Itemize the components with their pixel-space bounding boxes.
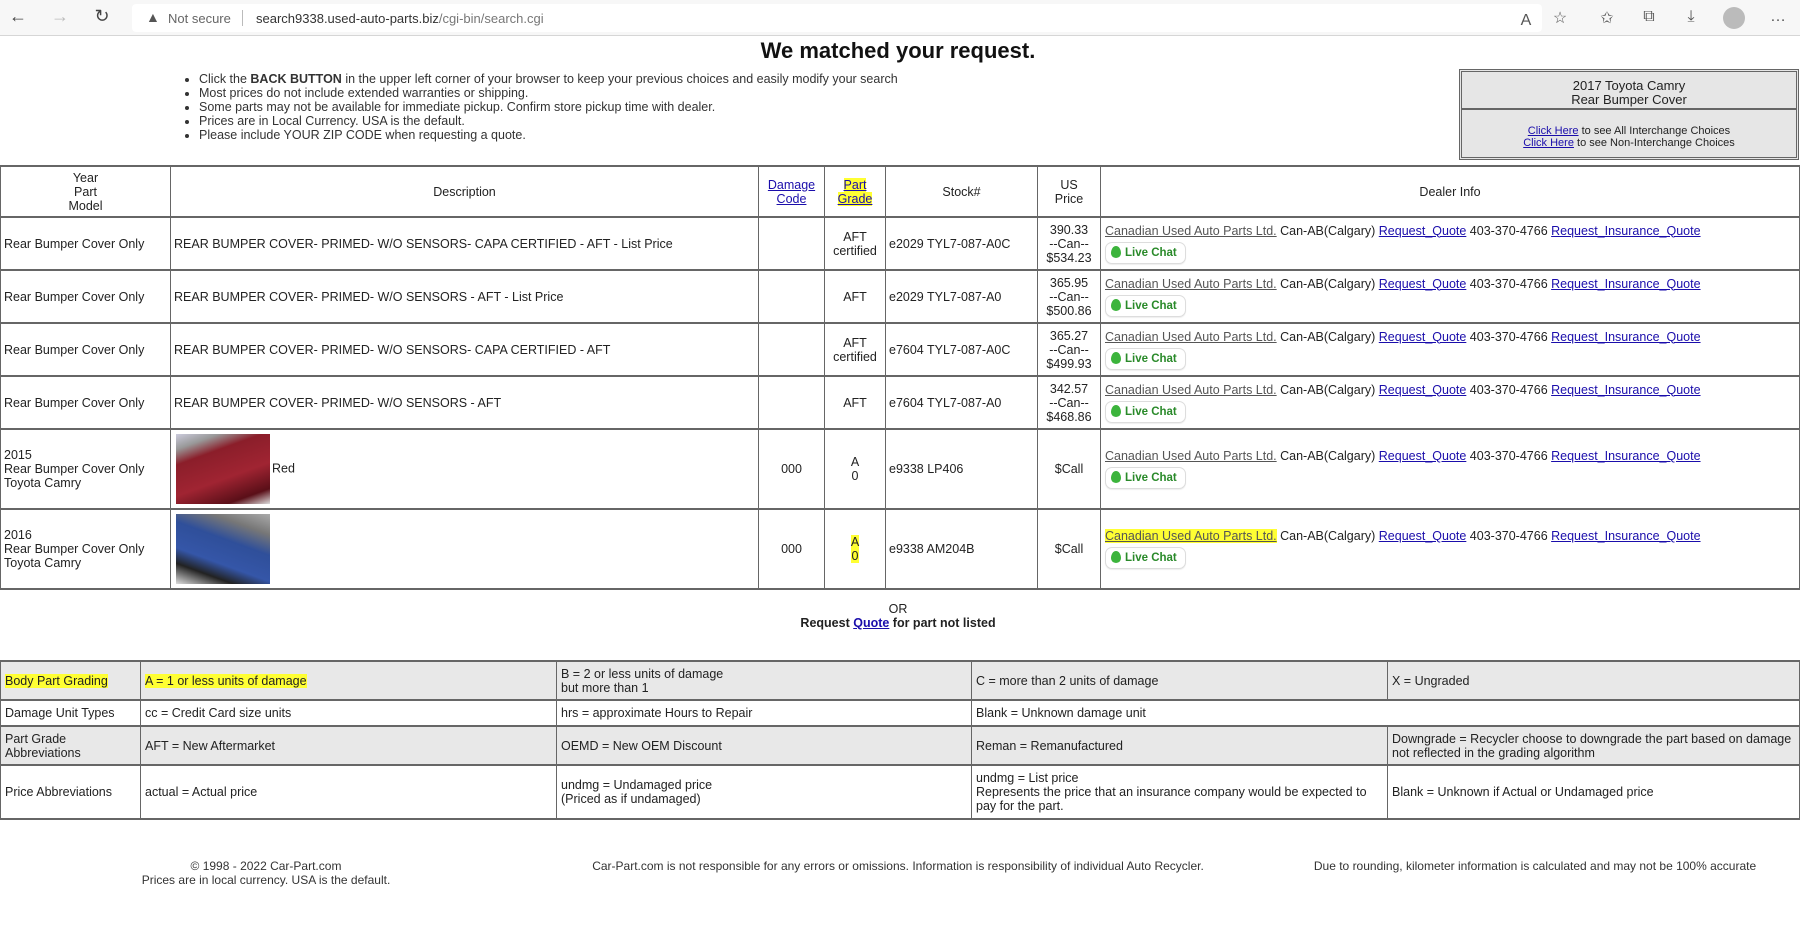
price-cell [1038, 509, 1101, 589]
legend-label-text: Damage Unit Types [5, 706, 115, 720]
live-chat-button[interactable] [1105, 295, 1186, 317]
price-line: 342.57 [1049, 381, 1089, 396]
dealer-info-cell [1101, 323, 1800, 376]
dealer-info-cell [1101, 509, 1800, 589]
legend-cell [557, 661, 972, 700]
ypm-line: Toyota Camry [4, 476, 82, 490]
note-text: Click the [199, 72, 251, 86]
request-text: Request [800, 616, 854, 630]
footer-disclaimer: Car-Part.com is not responsible for any errors or omissions. Information is responsibility of individual Auto Recycler. [592, 859, 1204, 873]
footer-rounding: Due to rounding, kilometer information is calculated and may not be 100% accurate [1313, 859, 1757, 873]
description-cell [171, 509, 759, 589]
legend-label [1, 726, 141, 765]
legend-cell [1388, 765, 1800, 819]
part-photo[interactable] [176, 434, 270, 504]
legend-cell [141, 661, 557, 700]
url-host: search9338.used-auto-parts.biz [256, 11, 439, 26]
dealer-info-cell [1101, 429, 1800, 509]
legend-cell [1388, 726, 1800, 765]
dealer-info-cell [1101, 217, 1800, 270]
legend-cell-text: C = more than 2 units of damage [976, 673, 1159, 688]
header-description: Description [171, 166, 759, 217]
address-bar[interactable] [132, 4, 1542, 32]
legend-cell-text: actual = Actual price [145, 785, 258, 799]
grade-line: 0 [851, 549, 859, 563]
chat-bubble-icon [1111, 352, 1121, 364]
grade-line: certified [833, 243, 877, 258]
table-row [1, 270, 1800, 323]
note-item [199, 86, 898, 100]
legend-cell-text: undmg = Undamaged price (Priced as if undamaged) [561, 778, 713, 806]
price-line: $Call [1054, 462, 1084, 476]
divider [242, 10, 243, 26]
legend-row [1, 726, 1800, 765]
price-line: $Call [1054, 542, 1084, 556]
legend-cell [557, 726, 972, 765]
price-line: 390.33 [1049, 222, 1089, 237]
grade-line: AFT [843, 395, 867, 410]
request-insurance-quote-link[interactable]: Request_Insurance_Quote [1551, 449, 1701, 463]
stock-cell: e7604 TYL7-087-A0C [886, 323, 1038, 376]
note-text: Most prices do not include extended warranties or shipping. [199, 86, 529, 100]
legend-label [1, 661, 141, 700]
results-table [0, 165, 1800, 590]
header-row [1, 166, 1800, 217]
stock-cell: e2029 TYL7-087-A0 [886, 270, 1038, 323]
damage-code-cell [759, 376, 825, 429]
live-chat-button[interactable] [1105, 348, 1186, 370]
price-cell [1038, 270, 1101, 323]
note-item [199, 114, 898, 128]
dealer-phone: 403-370-4766 [1466, 329, 1552, 344]
price-line: $534.23 [1046, 250, 1092, 265]
forward-icon[interactable]: → [51, 6, 69, 26]
warning-icon: ▲ [146, 9, 160, 25]
request-insurance-quote-link[interactable]: Request_Insurance_Quote [1551, 276, 1701, 291]
year-part-model-cell [1, 270, 171, 323]
add-favorite-icon[interactable]: ☆ [1552, 10, 1568, 27]
part-grade-cell [825, 217, 886, 270]
dealer-name-link[interactable]: Canadian Used Auto Parts Ltd. [1105, 382, 1277, 397]
grade-line: AFT [843, 229, 867, 244]
grade-line: A [850, 455, 860, 469]
url-path: /cgi-bin/search.cgi [438, 11, 544, 26]
legend-cell-text: hrs = approximate Hours to Repair [561, 706, 753, 720]
note-text: Prices are in Local Currency. USA is the default. [199, 114, 465, 128]
dealer-info-cell [1101, 270, 1800, 323]
request-quote-link[interactable]: Request_Quote [1378, 382, 1467, 397]
note-bold: BACK BUTTON [250, 72, 342, 86]
price-line: $500.86 [1046, 303, 1092, 318]
description-text: REAR BUMPER COVER- PRIMED- W/O SENSORS- CAPA CERTIFIED - AFT - List Price [174, 236, 673, 251]
live-chat-label: Live Chat [1125, 299, 1177, 312]
request-quote-link[interactable]: Request_Quote [1378, 449, 1467, 463]
request-quote-block [0, 602, 1796, 630]
vehicle-summary-box [1459, 69, 1799, 160]
legend-cell-text: cc = Credit Card size units [145, 706, 292, 720]
legend-cell-text: Blank = Unknown if Actual or Undamaged price [1392, 785, 1654, 799]
or-label: OR [888, 602, 908, 616]
damage-code-cell [759, 270, 825, 323]
grade-value [851, 455, 859, 483]
legend-row [1, 661, 1800, 700]
legend-cell [972, 726, 1388, 765]
ypm-line: Rear Bumper Cover Only [4, 395, 145, 410]
reload-icon[interactable]: ↻ [94, 6, 110, 26]
damage-code-cell: 000 [759, 429, 825, 509]
year-part-model-cell [1, 376, 171, 429]
live-chat-button[interactable] [1105, 242, 1186, 264]
legend-cell-text: Downgrade = Recycler choose to downgrade the part based on damage not reflected in the grading algorithm [1392, 731, 1792, 760]
year-part-model-cell [1, 323, 171, 376]
price-line: --Can-- [1049, 236, 1089, 251]
collections-icon[interactable]: ⧉ [1643, 8, 1655, 25]
note-text-suffix: in the upper left corner of your browser to keep your previous choices and easily modify your search [341, 72, 898, 86]
grade-value [833, 336, 877, 364]
table-row [1, 323, 1800, 376]
live-chat-label: Live Chat [1125, 352, 1177, 365]
description-cell [171, 217, 759, 270]
not-secure-label[interactable]: Not secure [168, 11, 231, 26]
part-photo[interactable] [176, 514, 270, 584]
legend-cell [141, 765, 557, 819]
dealer-phone: 403-370-4766 [1466, 276, 1552, 291]
description-text: REAR BUMPER COVER- PRIMED- W/O SENSORS - AFT - List Price [174, 289, 564, 304]
legend-label-text: Part Grade Abbreviations [5, 731, 81, 760]
dealer-name-link[interactable]: Canadian Used Auto Parts Ltd. [1105, 223, 1277, 238]
description-text: REAR BUMPER COVER- PRIMED- W/O SENSORS - AFT [174, 395, 502, 410]
price-line: $468.86 [1046, 409, 1092, 424]
ypm-line: Rear Bumper Cover Only [4, 289, 145, 304]
part-grade-cell [825, 323, 886, 376]
live-chat-label: Live Chat [1125, 405, 1177, 418]
legend-cell-text: undmg = List price Represents the price that an insurance company would be expected to pay for the part. [976, 771, 1367, 813]
ypm-line: Rear Bumper Cover Only [4, 236, 145, 251]
legend-label [1, 700, 141, 726]
ypm-line: Rear Bumper Cover Only [4, 462, 145, 476]
part-grade-cell [825, 376, 886, 429]
header-year-part-model: Year Part Model [1, 166, 171, 217]
header-dealer-info: Dealer Info [1101, 166, 1800, 217]
price-cell [1038, 323, 1101, 376]
ypm-line: 2016 [4, 528, 32, 542]
note-item [199, 100, 898, 114]
price-line: $499.93 [1046, 356, 1092, 371]
table-row [1, 217, 1800, 270]
price-cell [1038, 429, 1101, 509]
favorites-icon[interactable]: ✩ [1600, 10, 1614, 27]
request-insurance-quote-link[interactable]: Request_Insurance_Quote [1551, 329, 1701, 344]
request-insurance-quote-link[interactable]: Request_Insurance_Quote [1551, 382, 1701, 397]
dealer-name-link[interactable]: Canadian Used Auto Parts Ltd. [1105, 276, 1277, 291]
non-interchange-link[interactable]: Click Here [1523, 137, 1574, 149]
all-interchange-link[interactable]: Click Here [1527, 125, 1579, 137]
profile-avatar[interactable] [1723, 7, 1745, 29]
footer-copyright [116, 859, 416, 887]
notes-list [182, 72, 898, 142]
quote-link[interactable]: Quote [853, 616, 890, 630]
page-title: We matched your request. [760, 38, 1036, 63]
dealer-info-cell [1101, 376, 1800, 429]
non-interchange-text: to see Non-Interchange Choices [1573, 137, 1735, 149]
price-line: 365.27 [1049, 328, 1089, 343]
header-stock: Stock# [886, 166, 1038, 217]
live-chat-label: Live Chat [1125, 246, 1177, 259]
dealer-phone: 403-370-4766 [1466, 529, 1552, 543]
stock-cell: e9338 LP406 [886, 429, 1038, 509]
dealer-name-link[interactable]: Canadian Used Auto Parts Ltd. [1105, 449, 1277, 463]
grade-line: AFT [843, 335, 867, 350]
description-text: Red [272, 461, 295, 476]
table-row [1, 429, 1800, 509]
live-chat-button[interactable] [1105, 467, 1186, 489]
dealer-location: Can-AB(Calgary) [1276, 529, 1379, 543]
legend-cell [557, 700, 972, 726]
dealer-location: Can-AB(Calgary) [1276, 382, 1379, 397]
more-menu-icon[interactable]: … [1770, 8, 1786, 25]
grade-value [851, 535, 859, 563]
damage-code-link[interactable]: Damage Code [767, 177, 816, 206]
read-aloud-icon[interactable]: A [1520, 12, 1532, 29]
ypm-line: Toyota Camry [4, 556, 82, 570]
grade-line: 0 [851, 469, 859, 483]
request-quote-link[interactable]: Request_Quote [1378, 223, 1467, 238]
dealer-name-link[interactable]: Canadian Used Auto Parts Ltd. [1105, 529, 1277, 543]
table-row [1, 376, 1800, 429]
legend-label-text: Price Abbreviations [5, 785, 113, 799]
year-part-model-cell [1, 429, 171, 509]
legend-cell-text: A = 1 or less units of damage [145, 673, 307, 688]
description-cell [171, 323, 759, 376]
legend-cell [972, 661, 1388, 700]
header-damage-code[interactable] [759, 166, 825, 217]
dealer-phone: 403-370-4766 [1466, 382, 1552, 397]
copyright-text: © 1998 - 2022 Car-Part.com [190, 859, 342, 873]
part-grade-link[interactable]: Part Grade [837, 177, 873, 206]
browser-toolbar [0, 0, 1800, 36]
currency-note: Prices are in local currency. USA is the default. [141, 873, 391, 887]
stock-cell: e2029 TYL7-087-A0C [886, 217, 1038, 270]
note-item [199, 128, 898, 142]
note-text: Please include YOUR ZIP CODE when requesting a quote. [199, 128, 526, 142]
ypm-line: Rear Bumper Cover Only [4, 542, 145, 556]
legend-cell [972, 765, 1388, 819]
live-chat-button[interactable] [1105, 401, 1186, 423]
price-line: --Can-- [1049, 289, 1089, 304]
header-price: US Price [1038, 166, 1101, 217]
year-part-model-cell [1, 217, 171, 270]
part-name: Rear Bumper Cover [1571, 92, 1687, 107]
chat-bubble-icon [1111, 471, 1121, 483]
legend-cell [141, 726, 557, 765]
damage-code-cell [759, 217, 825, 270]
year-part-model-cell [1, 509, 171, 589]
request-text-suffix: for part not listed [889, 616, 996, 630]
legend-row [1, 700, 1800, 726]
part-grade-cell [825, 429, 886, 509]
vehicle-name: 2017 Toyota Camry [1572, 78, 1686, 93]
chat-bubble-icon [1111, 405, 1121, 417]
legend-table [0, 660, 1800, 820]
table-row [1, 509, 1800, 589]
live-chat-label: Live Chat [1125, 552, 1177, 564]
request-quote-link[interactable]: Request_Quote [1378, 276, 1467, 291]
chat-bubble-icon [1111, 299, 1121, 311]
request-quote-link[interactable]: Request_Quote [1378, 529, 1467, 543]
stock-cell: e7604 TYL7-087-A0 [886, 376, 1038, 429]
downloads-icon[interactable]: ⤓ [1687, 8, 1695, 25]
price-line: --Can-- [1049, 395, 1089, 410]
legend-cell-text: X = Ungraded [1392, 673, 1470, 688]
description-cell [171, 376, 759, 429]
request-insurance-quote-link[interactable]: Request_Insurance_Quote [1551, 223, 1701, 238]
chat-bubble-icon [1111, 551, 1121, 563]
price-cell [1038, 217, 1101, 270]
legend-cell [557, 765, 972, 819]
legend-cell [141, 700, 557, 726]
description-text: REAR BUMPER COVER- PRIMED- W/O SENSORS- CAPA CERTIFIED - AFT [174, 342, 611, 357]
price-line: --Can-- [1049, 342, 1089, 357]
legend-cell-text: B = 2 or less units of damage but more than 1 [561, 666, 724, 695]
grade-line: certified [833, 349, 877, 364]
legend-cell-text: AFT = New Aftermarket [145, 738, 276, 753]
stock-cell: e9338 AM204B [886, 509, 1038, 589]
legend-cell [1388, 661, 1800, 700]
all-interchange-text: to see All Interchange Choices [1578, 125, 1731, 137]
legend-row [1, 765, 1800, 819]
grade-value [843, 290, 867, 304]
part-grade-cell [825, 270, 886, 323]
dealer-location: Can-AB(Calgary) [1276, 449, 1379, 463]
live-chat-button[interactable] [1105, 547, 1186, 569]
legend-cell [972, 700, 1800, 726]
ypm-line: Rear Bumper Cover Only [4, 342, 145, 357]
request-insurance-quote-link[interactable]: Request_Insurance_Quote [1551, 529, 1701, 543]
chat-bubble-icon [1111, 246, 1121, 258]
request-quote-link[interactable]: Request_Quote [1378, 329, 1467, 344]
dealer-location: Can-AB(Calgary) [1276, 276, 1379, 291]
legend-label [1, 765, 141, 819]
header-part-grade[interactable] [825, 166, 886, 217]
live-chat-label: Live Chat [1125, 472, 1177, 484]
legend-cell-text: OEMD = New OEM Discount [561, 738, 722, 753]
grade-value [833, 230, 877, 258]
back-icon[interactable]: ← [9, 6, 27, 26]
note-text: Some parts may not be available for immediate pickup. Confirm store pickup time with dealer. [199, 100, 716, 114]
dealer-phone: 403-370-4766 [1466, 449, 1552, 463]
description-cell [171, 429, 759, 509]
damage-code-cell [759, 323, 825, 376]
part-grade-cell [825, 509, 886, 589]
grade-line: AFT [843, 289, 867, 304]
grade-line: A [850, 535, 860, 549]
legend-label-text: Body Part Grading [5, 673, 108, 688]
damage-code-cell: 000 [759, 509, 825, 589]
grade-value [843, 396, 867, 410]
url-text[interactable] [256, 11, 544, 26]
dealer-location: Can-AB(Calgary) [1276, 329, 1379, 344]
dealer-location: Can-AB(Calgary) [1276, 223, 1379, 238]
dealer-name-link[interactable]: Canadian Used Auto Parts Ltd. [1105, 329, 1277, 344]
dealer-phone: 403-370-4766 [1466, 223, 1552, 238]
ypm-line: 2015 [4, 448, 32, 462]
description-cell [171, 270, 759, 323]
price-line: 365.95 [1049, 275, 1089, 290]
price-cell [1038, 376, 1101, 429]
legend-cell-text: Reman = Remanufactured [976, 738, 1123, 753]
legend-cell-text: Blank = Unknown damage unit [976, 706, 1146, 720]
note-item [199, 72, 898, 86]
